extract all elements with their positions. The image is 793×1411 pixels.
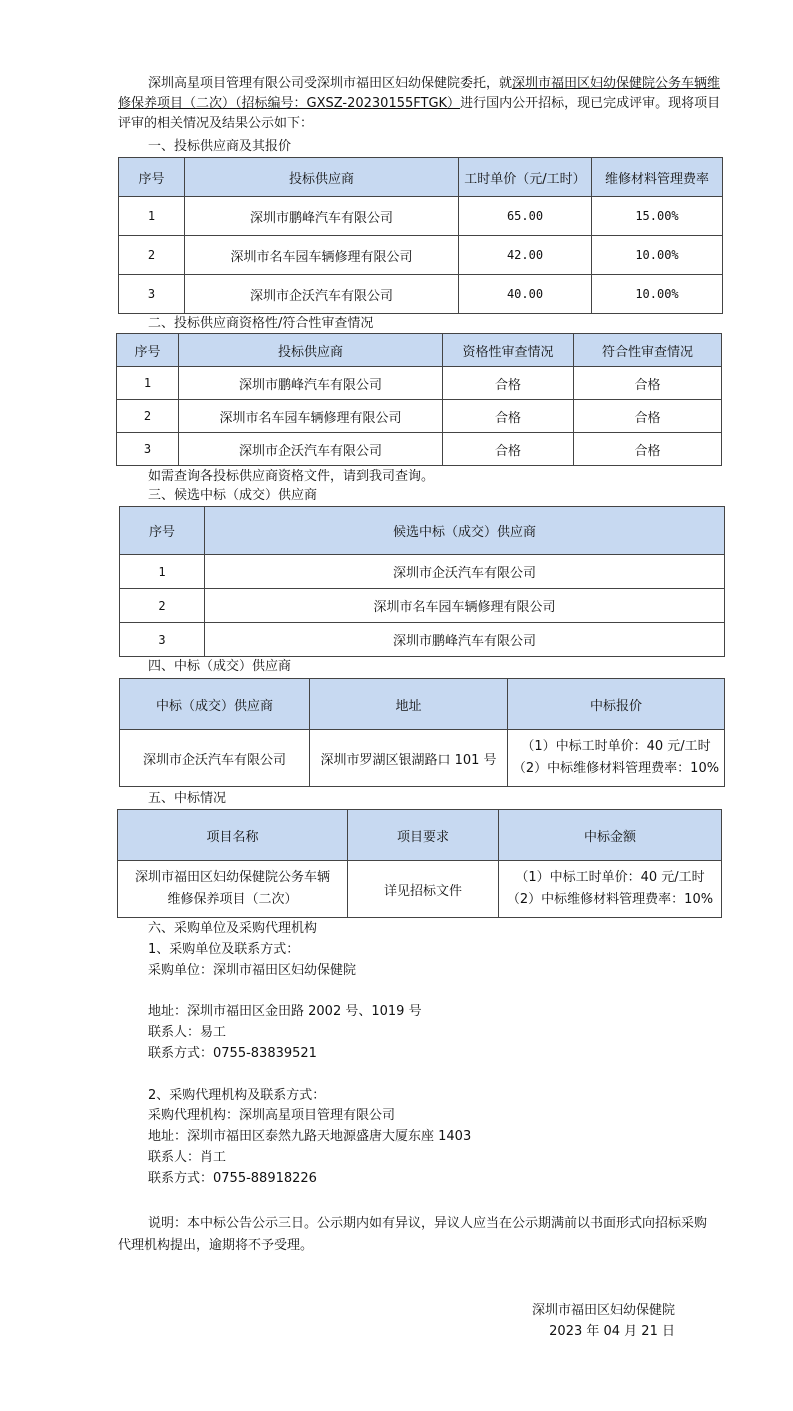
candidate-name: 深圳市名车园车辆修理有限公司 [205,589,725,623]
project-line-1: 深圳市福田区妇幼保健院公务车辆 [134,870,330,885]
supplier-name: 深圳市企沃汽车有限公司 [185,275,459,314]
supplier-name: 深圳市鹏峰汽车有限公司 [185,197,459,236]
row-index: 1 [119,197,185,236]
qualification-result: 合格 [443,433,574,466]
supplier-name: 深圳市企沃汽车有限公司 [179,433,443,466]
section4-title: 四、中标（成交）供应商 [148,659,292,674]
candidate-name: 深圳市企沃汽车有限公司 [205,555,725,589]
price-line-2: （2）中标维修材料管理费率：10% [512,761,720,776]
purchaser-subtitle: 1、采购单位及联系方式： [148,942,300,957]
award-amount [499,861,722,918]
signature-date: 2023 年 04 月 21 日 [549,1324,675,1339]
agency-contact: 联系人：肖工 [148,1149,227,1165]
agency-name: 采购代理机构：深圳高星项目管理有限公司 [148,1108,396,1124]
hourly-price: 40.00 [459,275,592,314]
amount-line-1: （1）中标工时单价：40 元/工时 [515,870,705,885]
col-header-index: 序号 [119,158,185,197]
purchaser-block [148,940,471,1190]
supplier-name: 深圳市名车园车辆修理有限公司 [185,236,459,275]
material-fee-rate: 10.00% [592,275,723,314]
purchaser-name: 采购单位：深圳市福田区妇幼保健院 [148,962,357,978]
table-row [120,589,725,623]
col-header-winner: 中标（成交）供应商 [120,679,310,730]
table-header-row [118,810,722,861]
amount-line-2: （2）中标维修材料管理费率：10% [506,892,714,907]
candidate-supplier-table [119,506,725,657]
row-index: 3 [119,275,185,314]
table-row [119,197,723,236]
table-row [120,730,725,787]
row-index: 1 [117,367,179,400]
spacer [148,982,471,1003]
col-header-candidate: 候选中标（成交）供应商 [205,507,725,555]
col-header-supplier: 投标供应商 [185,158,459,197]
table-row [117,433,722,466]
table-row [117,367,722,400]
section3-title: 三、候选中标（成交）供应商 [148,488,318,503]
table-header-row [120,679,725,730]
conformity-result: 合格 [574,367,722,400]
col-header-index: 序号 [117,334,179,367]
table-row [118,861,722,918]
supplier-name: 深圳市鹏峰汽车有限公司 [179,367,443,400]
row-index: 2 [117,400,179,433]
hourly-price: 65.00 [459,197,592,236]
qualification-result: 合格 [443,400,574,433]
purchaser-address: 地址：深圳市福田区金田路 2002 号、1019 号 [148,1004,422,1020]
hourly-price: 42.00 [459,236,592,275]
table-header-row [120,507,725,555]
signature-org: 深圳市福田区妇幼保健院 [531,1303,675,1318]
intro-text-1: 深圳高星项目管理有限公司受深圳市福田区妇幼保健院委托，就 [148,76,513,91]
qualification-review-table [116,333,722,466]
table-header-row [117,334,722,367]
winner-address: 深圳市罗湖区银湖路口 101 号 [310,730,508,787]
winner-name: 深圳市企沃汽车有限公司 [120,730,310,787]
intro-paragraph [118,74,728,134]
row-index: 3 [120,623,205,657]
table-row [120,623,725,657]
section5-title: 五、中标情况 [148,791,227,806]
price-line-1: （1）中标工时单价：40 元/工时 [521,739,711,754]
spacer [148,1065,471,1086]
table-header-row [119,158,723,197]
award-table [117,809,722,918]
conformity-result: 合格 [574,433,722,466]
winning-supplier-table [119,678,725,787]
bid-price-table [118,157,723,314]
col-header-address: 地址 [310,679,508,730]
table-row [119,236,723,275]
col-header-supplier: 投标供应商 [179,334,443,367]
qualification-result: 合格 [443,367,574,400]
table-row [120,555,725,589]
project-line-2: 维修保养项目（二次） [167,892,298,907]
section1-title: 一、投标供应商及其报价 [148,139,292,154]
col-header-hourly-price: 工时单价（元/工时） [459,158,592,197]
qualification-note: 如需查询各投标供应商资格文件，请到我司查询。 [148,469,435,484]
col-header-amount: 中标金额 [499,810,722,861]
intro-text-2: 进行国内公开招标，现已完成评审。现将项目评审的相关情况及结果公示如下： [118,96,721,131]
agency-subtitle: 2、采购代理机构及联系方式： [148,1087,326,1103]
candidate-name: 深圳市鹏峰汽车有限公司 [205,623,725,657]
section2-title: 二、投标供应商资格性/符合性审查情况 [148,316,374,331]
material-fee-rate: 10.00% [592,236,723,275]
row-index: 2 [120,589,205,623]
col-header-requirement: 项目要求 [348,810,499,861]
agency-address: 地址：深圳市福田区泰然九路天地源盛唐大厦东座 1403 [148,1129,472,1145]
row-index: 3 [117,433,179,466]
row-index: 2 [119,236,185,275]
col-header-bid-price: 中标报价 [508,679,725,730]
conformity-result: 合格 [574,400,722,433]
col-header-qualification: 资格性审查情况 [443,334,574,367]
table-row [119,275,723,314]
col-header-material-fee: 维修材料管理费率 [592,158,723,197]
purchaser-phone: 联系方式：0755-83839521 [148,1045,317,1061]
project-name-underlined: 深圳市福田区妇幼保健院公务车辆维修保养项目（二次）（招标编号：GXSZ-20230155FTGK） [118,76,721,111]
supplier-name: 深圳市名车园车辆修理有限公司 [179,400,443,433]
project-name [118,861,348,918]
section6-title: 六、采购单位及采购代理机构 [148,921,318,936]
winner-price [508,730,725,787]
row-index: 1 [120,555,205,589]
explanation-paragraph: 说明：本中标公告公示三日。公示期内如有异议，异议人应当在公示期满前以书面形式向招标采购代理机构提出，逾期将不予受理。 [118,1216,708,1253]
agency-phone: 联系方式：0755-88918226 [148,1170,317,1186]
col-header-index: 序号 [120,507,205,555]
project-requirement: 详见招标文件 [348,861,499,918]
col-header-project: 项目名称 [118,810,348,861]
purchaser-contact: 联系人：易工 [148,1025,227,1041]
material-fee-rate: 15.00% [592,197,723,236]
col-header-conformity: 符合性审查情况 [574,334,722,367]
table-row [117,400,722,433]
